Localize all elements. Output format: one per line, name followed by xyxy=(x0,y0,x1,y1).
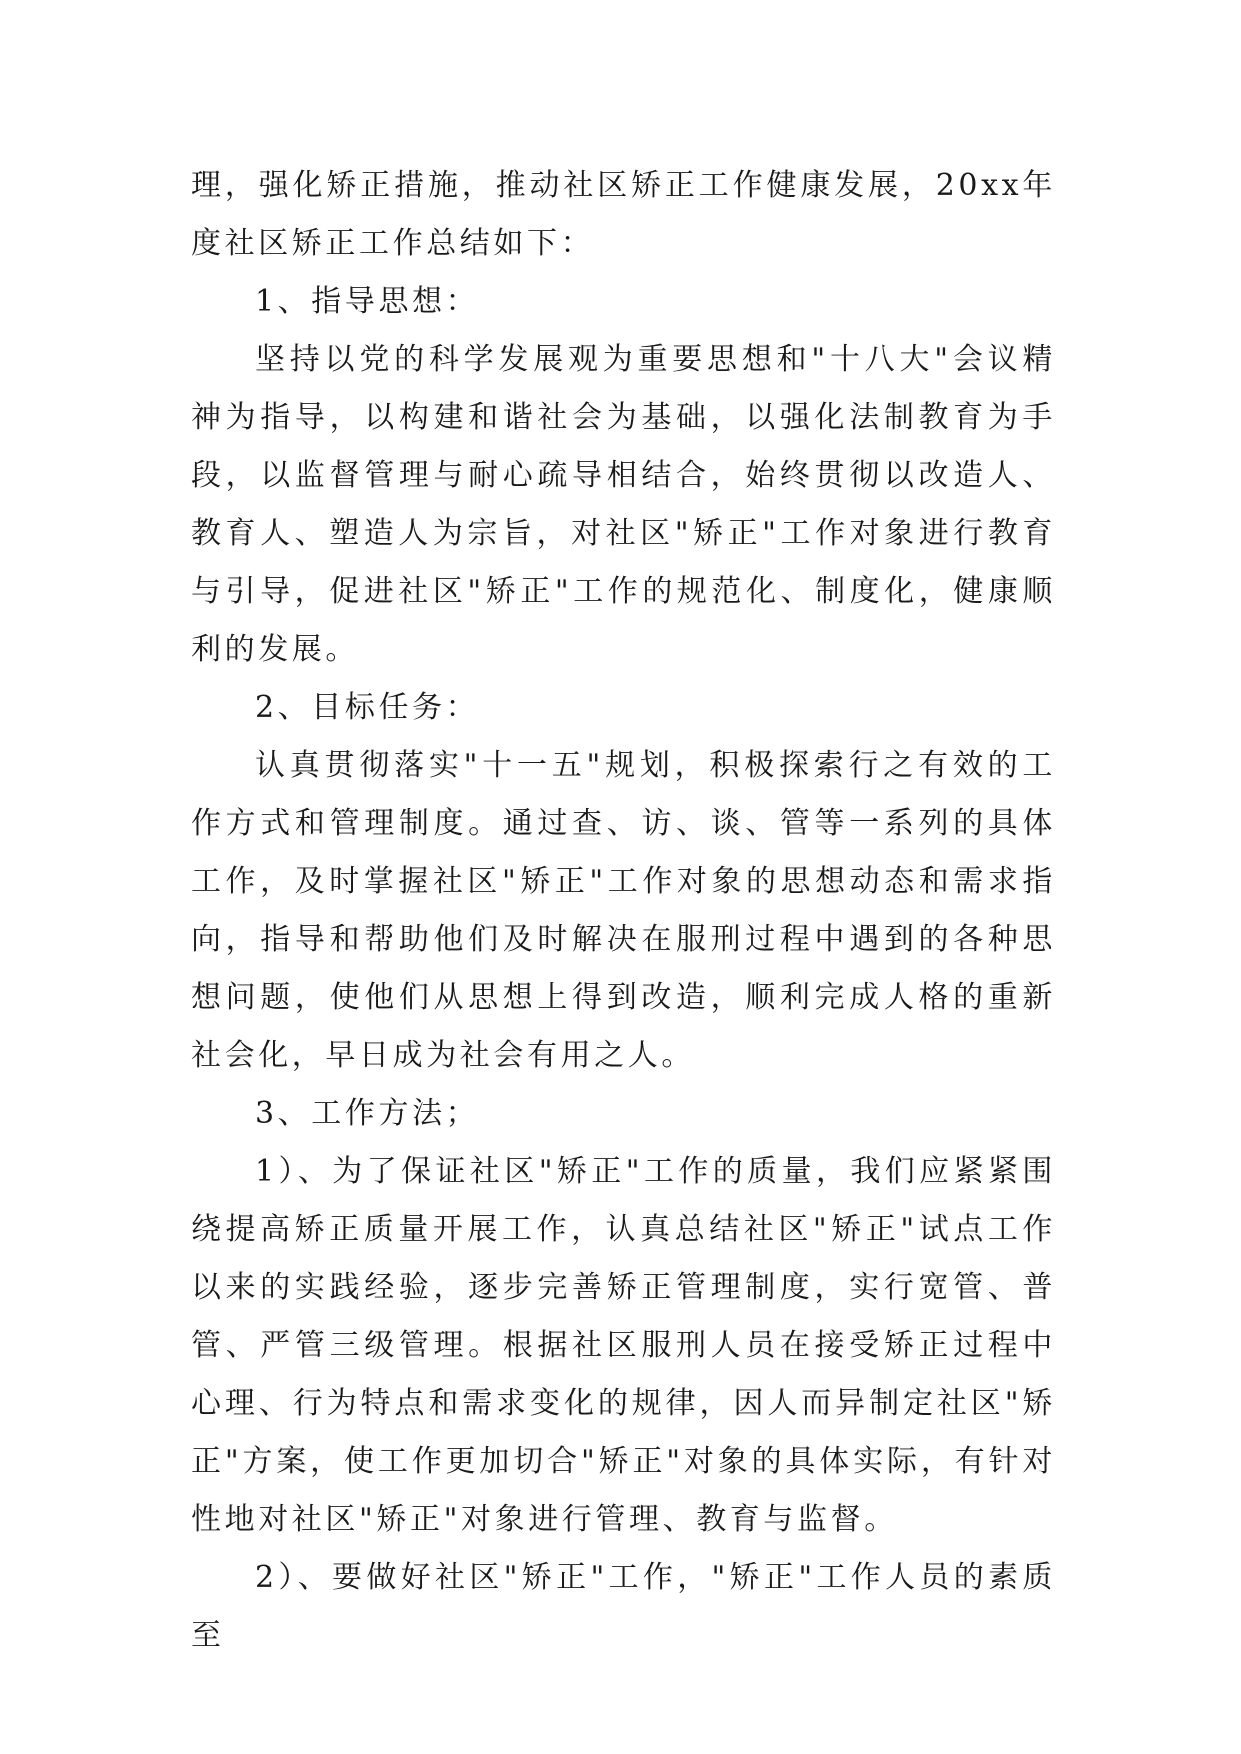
heading-work-methods: 3、工作方法； xyxy=(255,1096,480,1131)
heading-goals-tasks: 2、目标任务： xyxy=(255,690,480,725)
paragraph-intro: 理，强化矫正措施，推动社区矫正工作健康发展，20xx年度社区矫正工作总结如下： xyxy=(191,168,1056,261)
paragraph-guiding-ideology: 坚持以党的科学发展观为重要思想和"十八大"会议精神为指导，以构建和谐社会为基础，以强化法制教育为手段，以监督管理与耐心疏导相结合，始终贯彻以改造人、教育人、塑造人为宗旨，对社区"矫正"工作对象进行教育与引导，促进社区"矫正"工作的规范化、制度化，健康顺利的发展。 xyxy=(191,342,1056,667)
paragraph-method-2: 2）、要做好社区"矫正"工作，"矫正"工作人员的素质至 xyxy=(191,1560,1056,1653)
paragraph-method-1: 1）、为了保证社区"矫正"工作的质量，我们应紧紧围绕提高矫正质量开展工作，认真总结社区"矫正"试点工作以来的实践经验，逐步完善矫正管理制度，实行宽管、普管、严管三级管理。根据社区服刑人员在接受矫正过程中心理、行为特点和需求变化的规律，因人而异制定社区"矫正"方案，使工作更加切合"矫正"对象的具体实际，有针对性地对社区"矫正"对象进行管理、教育与监督。 xyxy=(191,1154,1056,1537)
heading-guiding-ideology: 1、指导思想： xyxy=(255,284,480,319)
document-body xyxy=(191,157,1056,1665)
paragraph-goals-tasks: 认真贯彻落实"十一五"规划，积极探索行之有效的工作方式和管理制度。通过查、访、谈、管等一系列的具体工作，及时掌握社区"矫正"工作对象的思想动态和需求指向，指导和帮助他们及时解决在服刑过程中遇到的各种思想问题，使他们从思想上得到改造，顺利完成人格的重新社会化，早日成为社会有用之人。 xyxy=(191,748,1056,1073)
